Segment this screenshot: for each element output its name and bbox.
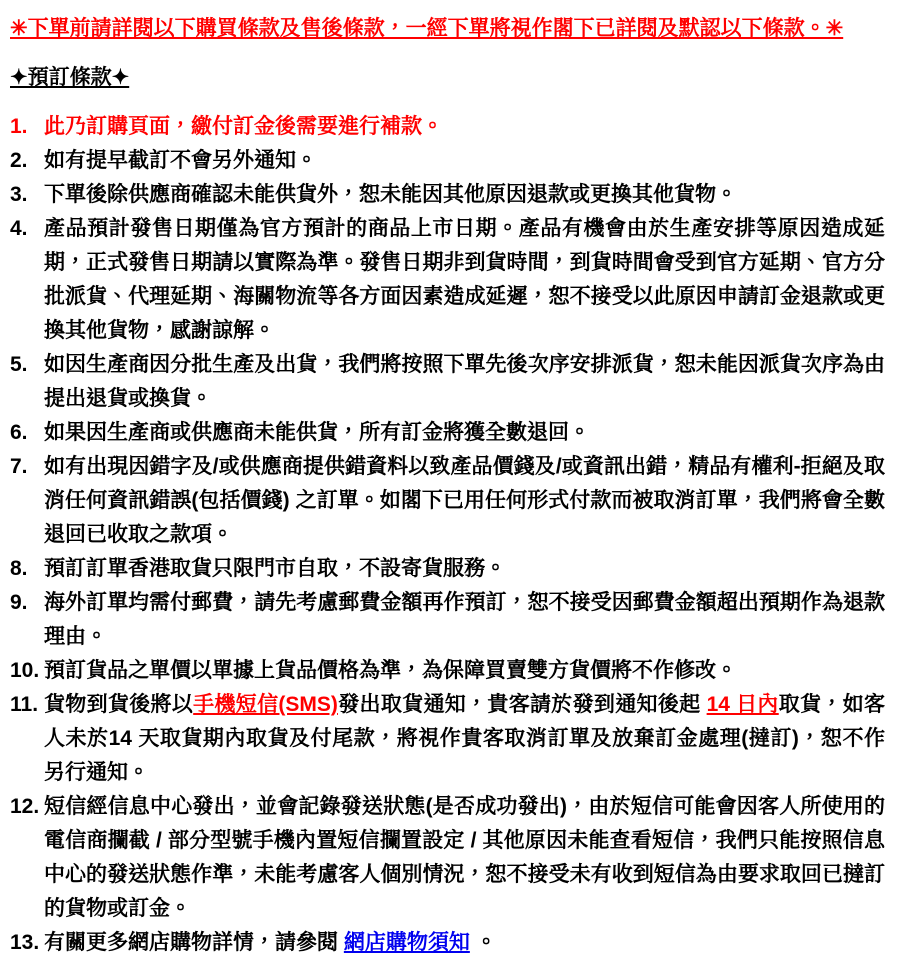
term-text [44,416,885,450]
pre-order-warning-header: ✳下單前請詳閱以下購買條款及售後條款，一經下單將視作閣下已詳閱及默認以下條款。✳ [10,17,844,40]
terms-list [10,110,885,960]
term-text [44,110,885,144]
term-text [44,552,885,586]
term-text [44,348,885,416]
term-item [10,416,885,450]
term-item [10,144,885,178]
text-segment: 如有提早截訂不會另外通知。 [44,149,317,172]
text-segment: 取貨，如客人未於14 天取貨期內取貨及付尾款，將視作貴客取消訂單及放棄訂金處理(撻訂)，恕不作另行通知。 [44,693,885,784]
text-segment: 如果因生產商或供應商未能供貨，所有訂金將獲全數退回。 [44,421,590,444]
text-segment: 貨物到貨後將以 [44,693,194,716]
term-text [44,688,885,790]
term-item [10,450,885,552]
term-item [10,926,885,960]
term-item [10,212,885,348]
term-text [44,450,885,552]
term-text [44,654,885,688]
term-text [44,144,885,178]
section-title-preorder-terms: ✦預訂條款✦ [10,66,130,89]
term-item [10,790,885,926]
term-text [44,178,885,212]
term-number: 11. [10,693,39,716]
term-number: 4. [10,217,28,240]
store-shopping-notice-link[interactable]: 網店購物須知 [343,931,470,954]
text-segment: 有關更多網店購物詳情，請參閱 [44,931,344,954]
term-item [10,178,885,212]
text-segment: 海外訂單均需付郵費，請先考慮郵費金額再作預訂，恕不接受因郵費金額超出預期作為退款理由。 [44,591,885,648]
text-segment: 如有出現因錯字及/或供應商提供錯資料以致產品價錢及/或資訊出錯，精品有權利-拒絕及取消任何資訊錯誤(包括價錢) 之訂單。如閣下已用任何形式付款而被取消訂單，我們將會全數退回已收取之款項。 [44,455,885,546]
text-segment: 如因生產商因分批生產及出貨，我們將按照下單先後次序安排派貨，恕未能因派貨次序為由提出退貨或換貨。 [44,353,885,410]
term-item [10,654,885,688]
term-item [10,552,885,586]
term-text [44,926,885,960]
term-number: 6. [10,421,28,444]
term-item [10,586,885,654]
term-number: 13. [10,931,40,954]
text-segment: 此乃訂購頁面，繳付訂金後需要進行補款。 [44,115,443,138]
term-number: 3. [10,183,28,206]
term-number: 8. [10,557,28,580]
text-segment: 。 [469,931,497,954]
term-number: 10. [10,659,40,682]
text-segment: 短信經信息中心發出，並會記錄發送狀態(是否成功發出)，由於短信可能會因客人所使用的電信商攔截 / 部分型號手機內置短信攔置設定 / 其他原因未能查看短信，我們只能按照信息中心的發送狀態作準，未能考慮客人個別情況，恕不接受未有收到短信為由要求取回已撻訂的貨物或訂金。 [44,795,885,920]
term-text [44,212,885,348]
term-number: 2. [10,149,28,172]
red-highlight-text: 手機短信(SMS) [193,693,338,716]
term-number: 1. [10,115,28,138]
term-text [44,586,885,654]
text-segment: 預訂貨品之單價以單據上貨品價格為準，為保障買賣雙方貨價將不作修改。 [44,659,737,682]
term-number: 12. [10,795,40,818]
term-item [10,348,885,416]
text-segment: 產品預計發售日期僅為官方預計的商品上市日期。產品有機會由於生產安排等原因造成延期，正式發售日期請以實際為準。發售日期非到貨時間，到貨時間會受到官方延期、官方分批派貨、代理延期、海關物流等各方面因素造成延遲，恕不接受以此原因申請訂金退款或更換其他貨物，感謝諒解。 [44,217,885,342]
term-number: 5. [10,353,28,376]
term-item [10,688,885,790]
term-number: 7. [10,455,28,478]
term-number: 9. [10,591,28,614]
term-text [44,790,885,926]
text-segment: 發出取貨通知，貴客請於發到通知後起 [337,693,707,716]
text-segment: 下單後除供應商確認未能供貨外，恕未能因其他原因退款或更換其他貨物。 [44,183,737,206]
text-segment: 預訂訂單香港取貨只限門市自取，不設寄貨服務。 [44,557,506,580]
term-item [10,110,885,144]
red-highlight-text: 14 日內 [706,693,779,716]
